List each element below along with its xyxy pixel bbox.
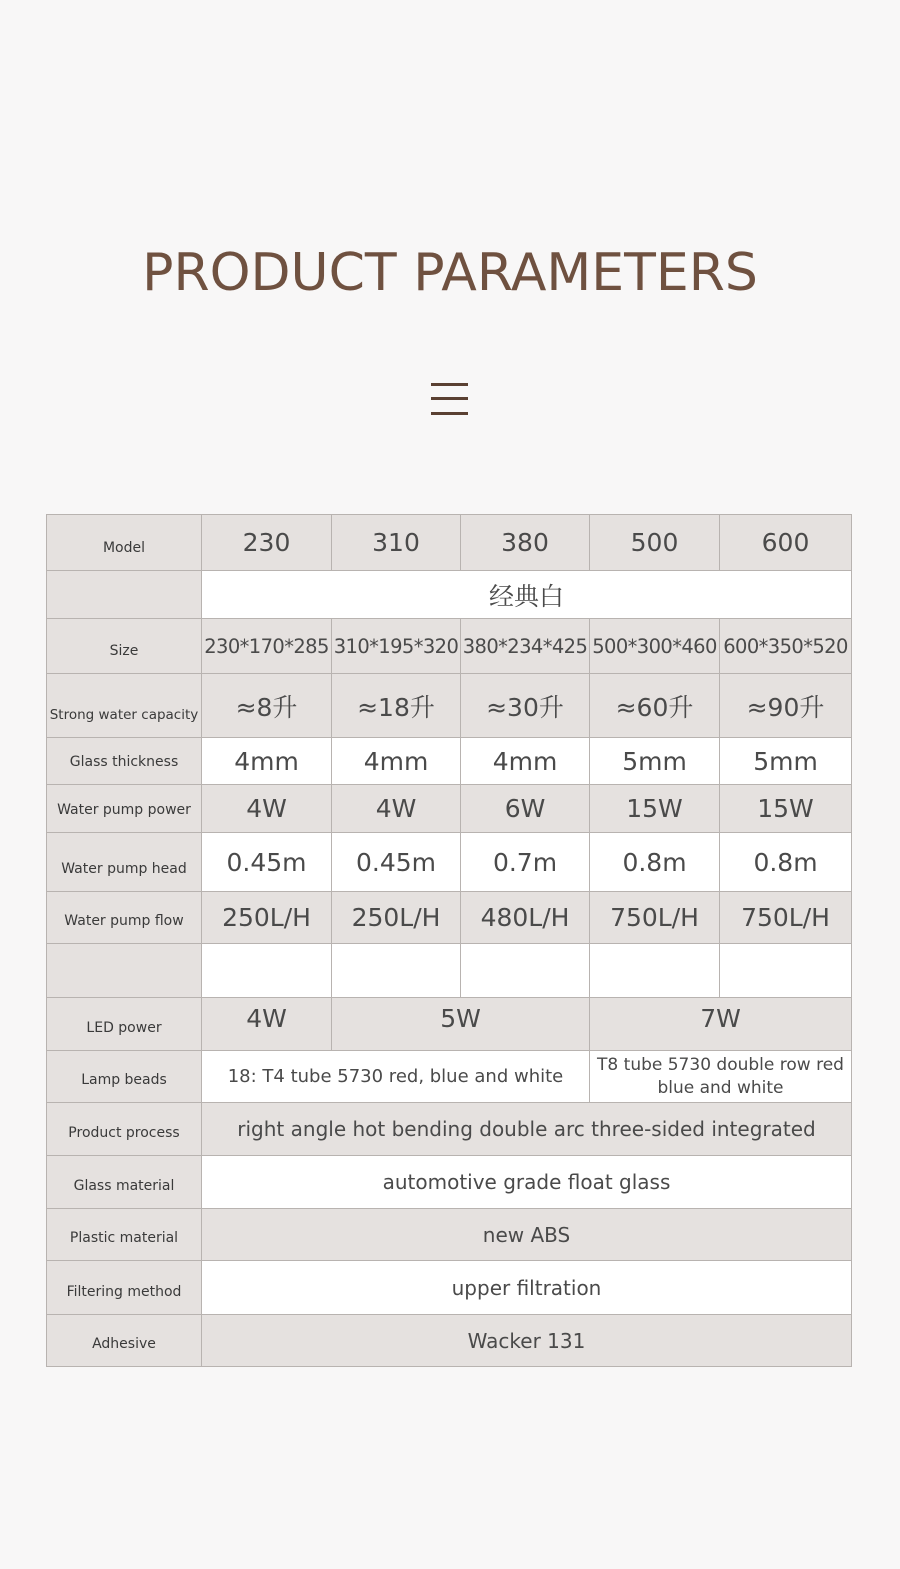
row-plastic-material <box>47 1209 852 1261</box>
label-pump-head: Water pump head <box>47 833 202 892</box>
capacity-cell: ≈90升 <box>720 674 852 738</box>
row-empty <box>47 944 852 998</box>
pump-head-cell: 0.45m <box>202 833 332 892</box>
pump-power-cell: 4W <box>202 785 332 833</box>
row-capacity <box>47 674 852 738</box>
glass-thickness-cell: 5mm <box>720 738 852 785</box>
led-power-cell: 7W <box>590 998 852 1051</box>
size-cell: 600*350*520 <box>720 619 852 674</box>
pump-head-cell: 0.7m <box>461 833 590 892</box>
pump-power-cell: 15W <box>720 785 852 833</box>
pump-flow-cell: 750L/H <box>590 892 720 944</box>
capacity-cell: ≈8升 <box>202 674 332 738</box>
row-lamp-beads <box>47 1051 852 1103</box>
row-size <box>47 619 852 674</box>
product-process-cell: right angle hot bending double arc three-sided integrated <box>202 1103 852 1156</box>
row-model <box>47 515 852 571</box>
row-glass-material <box>47 1156 852 1209</box>
label-glass-material: Glass material <box>47 1156 202 1209</box>
glass-thickness-cell: 4mm <box>461 738 590 785</box>
glass-thickness-cell: 4mm <box>202 738 332 785</box>
pump-head-cell: 0.45m <box>332 833 461 892</box>
led-power-cell: 5W <box>332 998 590 1051</box>
label-model: Model <box>47 515 202 571</box>
size-cell: 380*234*425 <box>461 619 590 674</box>
label-filtering-method: Filtering method <box>47 1261 202 1315</box>
label-plastic-material: Plastic material <box>47 1209 202 1261</box>
pump-power-cell: 6W <box>461 785 590 833</box>
label-capacity: Strong water capacity <box>47 674 202 738</box>
pump-flow-cell: 750L/H <box>720 892 852 944</box>
label-pump-power: Water pump power <box>47 785 202 833</box>
filtering-method-cell: upper filtration <box>202 1261 852 1315</box>
glass-thickness-cell: 5mm <box>590 738 720 785</box>
size-cell: 500*300*460 <box>590 619 720 674</box>
row-pump-flow <box>47 892 852 944</box>
model-cell: 500 <box>590 515 720 571</box>
empty-cell <box>590 944 720 998</box>
label-product-process: Product process <box>47 1103 202 1156</box>
led-power-cell: 4W <box>202 998 332 1051</box>
model-cell: 380 <box>461 515 590 571</box>
lamp-beads-cell: T8 tube 5730 double row red blue and white <box>590 1051 852 1103</box>
model-cell: 310 <box>332 515 461 571</box>
pump-power-cell: 15W <box>590 785 720 833</box>
pump-head-cell: 0.8m <box>590 833 720 892</box>
label-glass-thickness: Glass thickness <box>47 738 202 785</box>
label-led-power: LED power <box>47 998 202 1051</box>
label-empty <box>47 944 202 998</box>
row-led-power <box>47 998 852 1051</box>
menu-icon-bar <box>431 383 468 386</box>
plastic-material-cell: new ABS <box>202 1209 852 1261</box>
pump-head-cell: 0.8m <box>720 833 852 892</box>
label-empty <box>47 571 202 619</box>
label-adhesive: Adhesive <box>47 1315 202 1367</box>
model-cell: 230 <box>202 515 332 571</box>
row-glass-thickness <box>47 738 852 785</box>
row-filtering-method <box>47 1261 852 1315</box>
menu-icon-bar <box>431 397 468 400</box>
color-name-cell: 经典白 <box>202 571 852 619</box>
row-pump-power <box>47 785 852 833</box>
capacity-cell: ≈30升 <box>461 674 590 738</box>
capacity-cell: ≈18升 <box>332 674 461 738</box>
page-title: PRODUCT PARAMETERS <box>142 243 758 303</box>
label-size: Size <box>47 619 202 674</box>
lamp-beads-cell: 18: T4 tube 5730 red, blue and white <box>202 1051 590 1103</box>
empty-cell <box>461 944 590 998</box>
empty-cell <box>720 944 852 998</box>
row-adhesive <box>47 1315 852 1367</box>
empty-cell <box>202 944 332 998</box>
size-cell: 230*170*285 <box>202 619 332 674</box>
row-product-process <box>47 1103 852 1156</box>
pump-flow-cell: 250L/H <box>332 892 461 944</box>
glass-material-cell: automotive grade float glass <box>202 1156 852 1209</box>
pump-flow-cell: 250L/H <box>202 892 332 944</box>
menu-icon <box>431 383 468 415</box>
size-cell: 310*195*320 <box>332 619 461 674</box>
pump-power-cell: 4W <box>332 785 461 833</box>
parameters-table <box>46 514 852 1367</box>
menu-icon-bar <box>431 412 468 415</box>
label-pump-flow: Water pump flow <box>47 892 202 944</box>
label-lamp-beads: Lamp beads <box>47 1051 202 1103</box>
glass-thickness-cell: 4mm <box>332 738 461 785</box>
pump-flow-cell: 480L/H <box>461 892 590 944</box>
row-pump-head <box>47 833 852 892</box>
empty-cell <box>332 944 461 998</box>
model-cell: 600 <box>720 515 852 571</box>
adhesive-cell: Wacker 131 <box>202 1315 852 1367</box>
row-color <box>47 571 852 619</box>
capacity-cell: ≈60升 <box>590 674 720 738</box>
